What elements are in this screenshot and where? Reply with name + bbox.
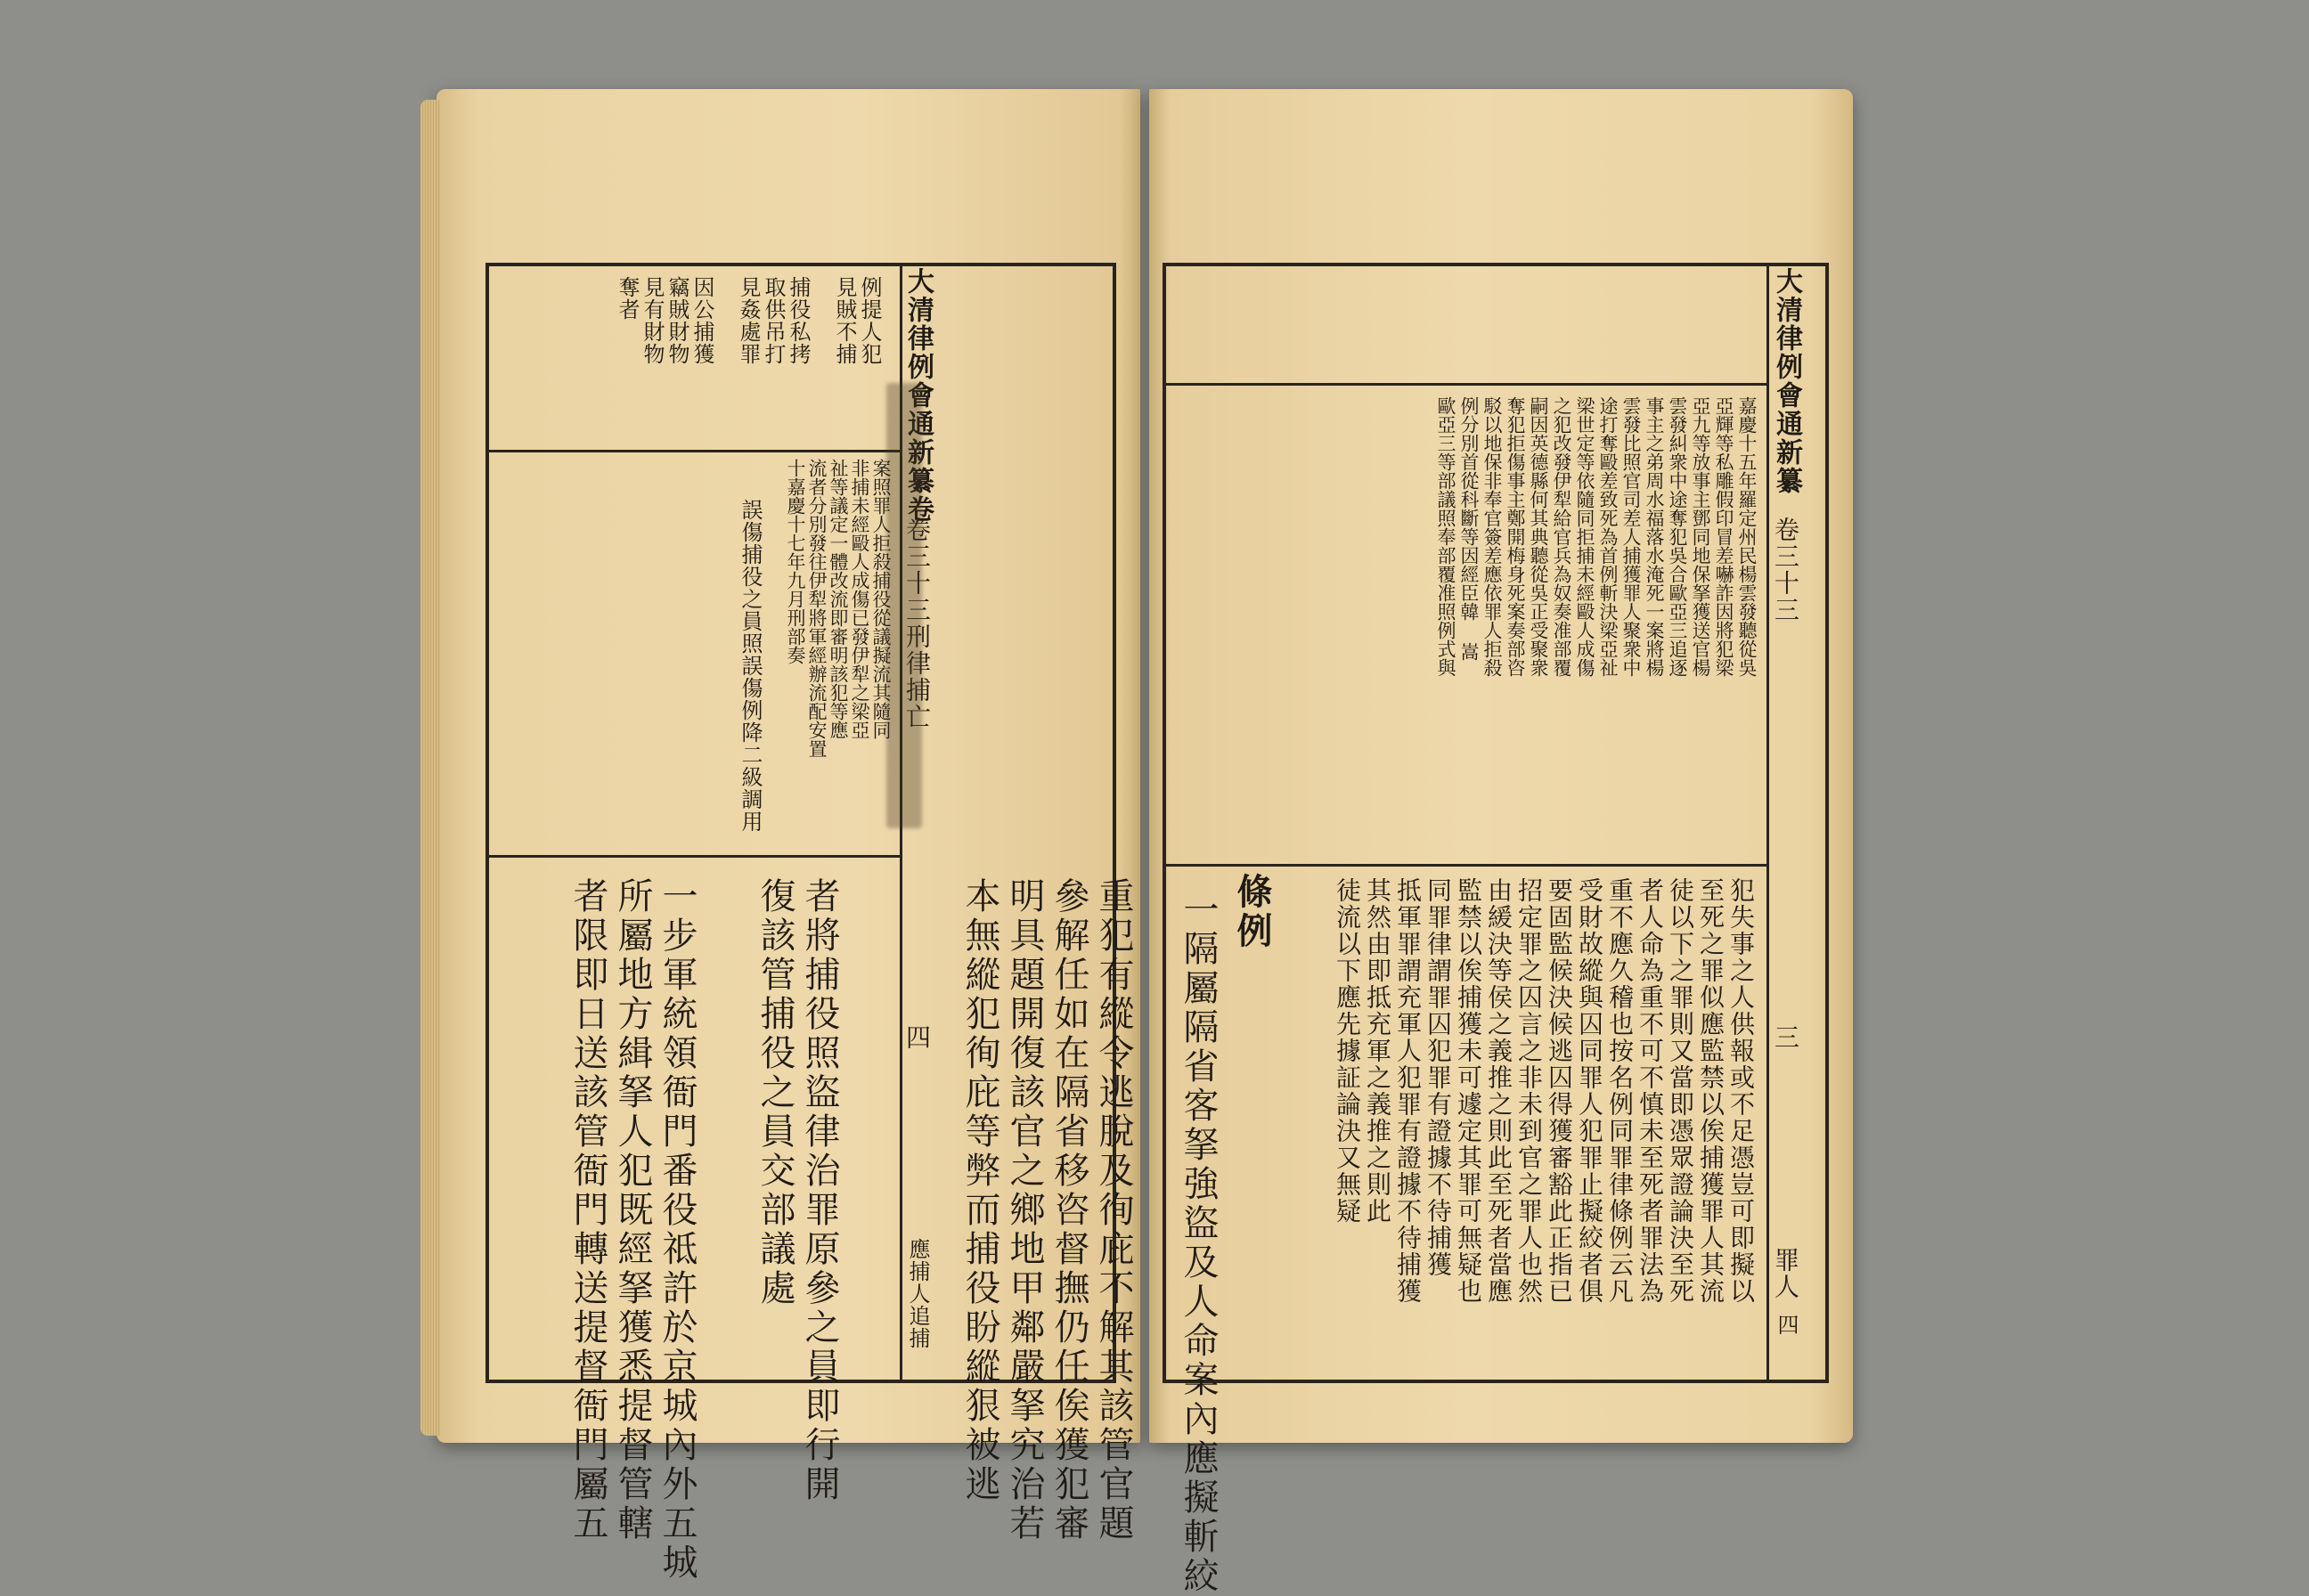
- body-col-6: 復該管捕役之員交部議處: [755, 877, 796, 1308]
- header-col-10: 見有財物: [640, 276, 665, 365]
- upper-col-2: 亞輝等私雕假印冒差嚇詐因將犯梁: [1713, 396, 1734, 677]
- body-col-2: 參解任如在隔省移咨督撫仍任俟獲犯審: [1048, 877, 1089, 1543]
- note-col-6: 誤傷捕役之員照誤傷例降二級調用: [738, 499, 763, 833]
- upper-col-5: 事主之弟周水福落水淹死一案將楊: [1644, 396, 1665, 677]
- header-col-5: 取供吊打: [761, 276, 786, 365]
- upper-col-14: 歐亞三等部議照奉部覆准照例式與: [1435, 396, 1456, 677]
- upper-col-4: 雲發糾衆中途奪犯吳合歐亞三追逐: [1667, 396, 1688, 677]
- note-col-1: 案照罪人拒殺捕役從議擬流其隨同: [870, 459, 892, 739]
- right-header-divider: [1163, 383, 1766, 386]
- body-col-4: 本無縱犯徇庇等弊而捕役盼縱狠被逃: [959, 877, 1000, 1504]
- left-spine-page: 四: [902, 1024, 932, 1051]
- header-col-4: 捕役私拷: [786, 276, 811, 365]
- right-spine-page-2: 四: [1774, 1314, 1799, 1336]
- lower-col-5: 重不應久稽也按名例同罪律條例云凡: [1605, 877, 1635, 1305]
- upper-col-13: 例分別首從科斷等因經臣韓 嵩: [1458, 396, 1480, 661]
- lower-col-11: 同罪律謂罪囚犯罪有證據不待捕獲: [1424, 877, 1453, 1278]
- header-col-11: 奪者: [615, 276, 640, 321]
- body-col-8: 所屬地方緝拏人犯既經拏獲悉提督管轄: [612, 877, 653, 1543]
- header-col-2: 見賊不捕: [832, 276, 857, 365]
- left-spine-title: 大清律例會通新纂卷: [902, 267, 934, 524]
- upper-col-6: 雲發比照官司差人捕獲罪人聚衆中: [1620, 396, 1642, 677]
- header-col-6: 見姦處罪: [736, 276, 761, 365]
- lower-col-8: 招定罪之囚言之非未到官之罪人也然: [1514, 877, 1544, 1305]
- left-spine-footer: 應捕人追捕: [905, 1238, 930, 1349]
- tiaoli-heading: 條例: [1231, 873, 1273, 951]
- left-notes-divider: [485, 855, 900, 858]
- upper-col-8: 梁世定等依隨同拒捕未經毆人成傷: [1574, 396, 1595, 677]
- right-upper-divider: [1163, 864, 1766, 867]
- upper-col-7: 途打奪毆差致死為首例斬決梁亞祉: [1597, 396, 1619, 677]
- header-col-1: 例提人犯: [857, 276, 882, 365]
- upper-col-11: 奪犯拒傷事主鄭開梅身死案奏部咨: [1505, 396, 1526, 677]
- lower-col-13: 其然由即抵充軍之義推之則此: [1363, 877, 1392, 1225]
- left-header-divider: [485, 450, 900, 452]
- right-spine-chapter: 卷三十三: [1771, 517, 1800, 623]
- left-page: [437, 89, 1140, 1583]
- lower-col-2: 至死之罪似應監禁以俟捕獲罪人其流: [1696, 877, 1726, 1305]
- body-col-5: 者將捕役照盜律治罪原參之員即行開: [799, 877, 840, 1504]
- right-spine-page: 三: [1771, 1024, 1800, 1051]
- header-col-9: 竊賊財物: [665, 276, 689, 365]
- note-col-4: 流者分別發往伊犁將軍經辦流配安置: [806, 459, 828, 758]
- upper-col-3: 亞九等放事主鄧同地保拏獲送官楊: [1690, 396, 1711, 677]
- lower-col-10: 監禁以俟捕獲未可遽定其罪可無疑也: [1454, 877, 1483, 1305]
- lower-col-6: 受財故縱與囚同罪人犯罪止擬絞者俱: [1575, 877, 1604, 1305]
- left-spine-chapter: 卷三十三刑律捕亡: [902, 517, 932, 730]
- body-col-7: 一步軍統領衙門番役祗許於京城內外五城: [657, 877, 698, 1583]
- lower-col-3: 徒以下之罪則又當即憑眾證論決至死: [1666, 877, 1695, 1305]
- ink-stain: [886, 383, 922, 828]
- lower-col-7: 要固監候決候逃囚得獲審豁此正指已: [1545, 877, 1574, 1305]
- lower-col-12: 抵軍罪謂充軍人犯罪有證據不待捕獲: [1393, 877, 1423, 1305]
- right-spine-rule: [1766, 263, 1769, 1380]
- rule-col: 一隔屬隔省客拏強盜及人命案內應擬斬絞: [1178, 891, 1219, 1596]
- lower-col-1: 犯失事之人供報或不足憑豈可即擬以: [1726, 877, 1756, 1305]
- note-col-5: 十嘉慶十七年九月刑部奏: [785, 459, 806, 664]
- lower-col-14: 徒流以下應先據証論決又無疑: [1333, 877, 1362, 1225]
- body-col-3: 明具題開復該官之鄉地甲鄰嚴拏究治若: [1004, 877, 1045, 1543]
- page-edge: [420, 100, 440, 1436]
- open-book: [437, 89, 1853, 1596]
- body-col-1: 重犯有縱令逃脫及徇庇不解其該管官題: [1093, 877, 1134, 1543]
- body-col-9: 者限即日送該管衙門轉送提督衙門屬五: [567, 877, 608, 1543]
- right-spine-title: 大清律例會通新纂: [1771, 267, 1802, 495]
- upper-col-9: 之犯改發伊犁給官兵為奴奏准部覆: [1551, 396, 1572, 677]
- upper-col-1: 嘉慶十五年羅定州民楊雲發聽從吳: [1736, 396, 1758, 677]
- note-col-3: 祉等議定一體改流即審明該犯等應: [828, 459, 849, 739]
- upper-col-10: 嗣因英德縣何其典聽從吳正受聚衆: [1528, 396, 1549, 677]
- note-col-2: 非捕未經毆人成傷已發伊犁之梁亞: [849, 459, 870, 739]
- upper-col-12: 駁以地保非奉官簽差應依罪人拒殺: [1481, 396, 1503, 677]
- right-page: [1149, 89, 1853, 1596]
- right-spine-section: 罪人: [1771, 1247, 1800, 1300]
- lower-col-4: 者人命為重不可不慎未至死者罪法為: [1636, 877, 1665, 1305]
- header-col-8: 因公捕獲: [689, 276, 714, 365]
- lower-col-9: 由緩決等侯之義推之則此至死者當應: [1484, 877, 1513, 1305]
